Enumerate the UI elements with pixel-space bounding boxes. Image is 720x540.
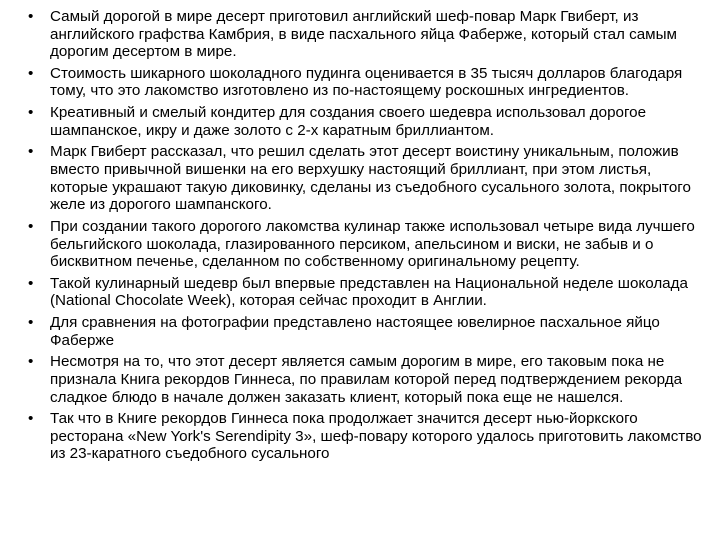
list-item-text: Такой кулинарный шедевр был впервые представлен на Национальной неделе шоколада (National Chocolate Week), которая сейчас проходит в Англии. [50, 274, 688, 310]
bullet-icon: • [28, 217, 34, 235]
bullet-icon: • [28, 104, 34, 122]
list-item-text: Для сравнения на фотографии представлено настоящее ювелирное пасхальное яйцо Фаберже [50, 314, 660, 349]
bullet-icon: • [28, 353, 34, 371]
list-item-text: Марк Гвиберт рассказал, что решил сделать этот десерт воистину уникальным, положив вместо привычной вишенки на его верхушку настоящий бриллиант, при этом листья, которые украшают такую диковинку, сделаны из съедобного сусального золота, покрытого желе из дорогого шампанского. [50, 143, 691, 214]
bullet-icon: • [28, 410, 34, 428]
list-item [28, 353, 708, 406]
list-item-text: При создании такого дорогого лакомства кулинар также использовал четыре вида лучшего бельгийского шоколада, глазированного персиком, апельсином и виски, не забыв и о бисквитном печенье, сделанном по собственному оригинальному рецепту. [50, 217, 695, 271]
list-item [28, 143, 708, 213]
list-item-text: Так что в Книге рекордов Гиннеса пока продолжает значится десерт нью-йоркского ресторана «New York's Serendipity 3», шеф-повару которого удалось приготовить лакомство из 23-каратного съедобного сусального [50, 410, 702, 463]
bullet-icon: • [28, 314, 34, 332]
list-item [28, 104, 708, 139]
list-item-text: Стоимость шикарного шоколадного пудинга оценивается в 35 тысяч долларов благодаря тому, что это лакомство изготовлено из по-настоящему роскошных ингредиентов. [50, 64, 683, 100]
bullet-icon: • [28, 8, 34, 25]
list-item [28, 314, 708, 349]
bullet-icon: • [28, 64, 34, 82]
list-item-text: Креативный и смелый кондитер для создания своего шедевра использовал дорогое шампанское, икру и даже золото с 2-х каратным бриллиантом. [50, 104, 647, 139]
list-item [28, 410, 708, 463]
bullet-icon: • [28, 274, 34, 292]
list-item-text: Несмотря на то, что этот десерт является самым дорогим в мире, его таковым пока не признала Книга рекордов Гиннеса, по правилам которой перед подтверждением рекорда сладкое блюдо в начале должен заказать клиент, который пока еще не нашелся. [50, 353, 683, 406]
bullet-icon: • [28, 143, 34, 161]
list-item [28, 218, 708, 271]
list-item [28, 65, 708, 100]
list-item [28, 275, 708, 310]
list-item [28, 8, 708, 61]
bullet-list [28, 8, 708, 467]
list-item-text: Самый дорогой в мире десерт приготовил английский шеф-повар Марк Гвиберт, из английского графства Камбрия, в виде пасхального яйца Фаберже, который стал самым дорогим десертом в мире. [50, 8, 677, 61]
